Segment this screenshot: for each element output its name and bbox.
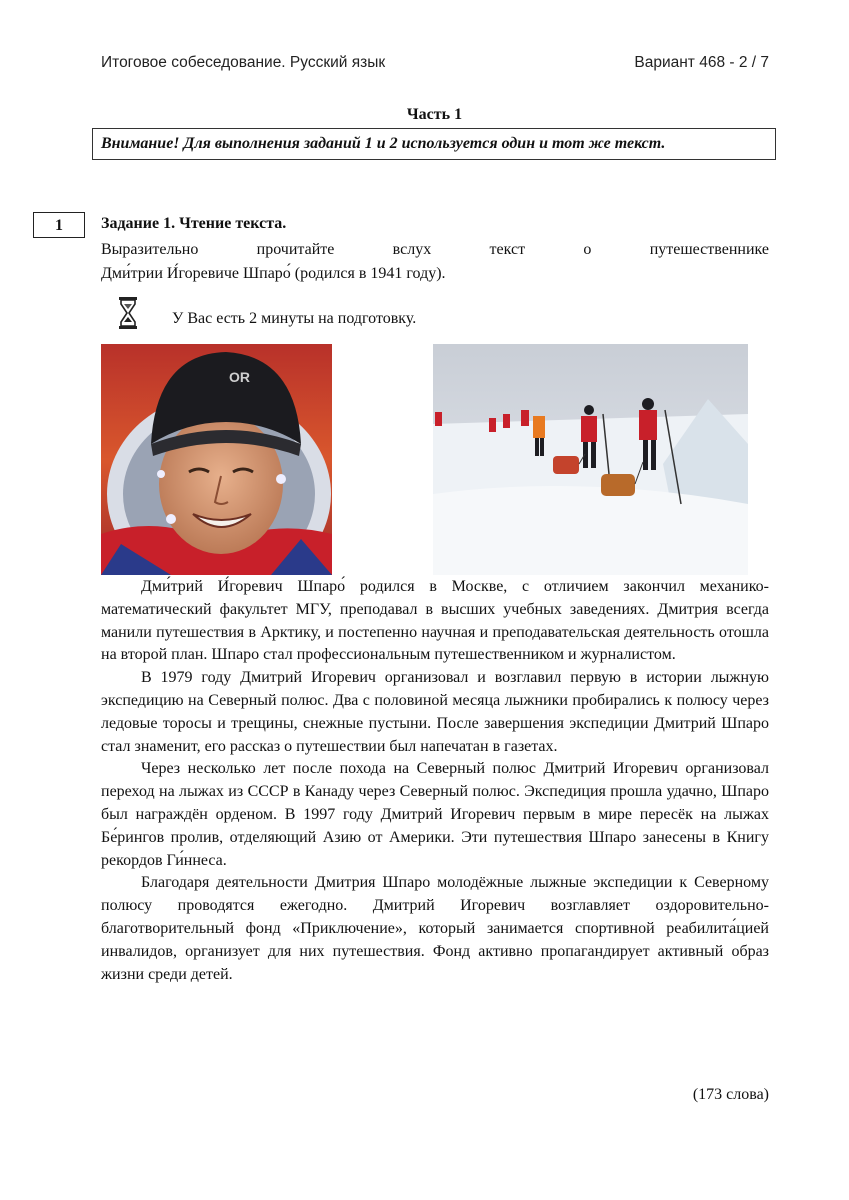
portrait-photo: [101, 344, 332, 575]
header-subject: Итоговое собеседование. Русский язык: [101, 54, 386, 71]
part-title: Часть 1: [406, 106, 463, 123]
instruction-line-1: Выразительно прочитайте вслух текст о путешественнике: [101, 241, 769, 258]
hourglass-icon: [117, 296, 139, 330]
paragraph-3: Через несколько лет после похода на Северный полюс Дмитрий Игоревич организовал переход на лыжах из СССР в Канаду через Северный полюс. Экспедиция прошла удачно, Шпаро был награждён орденом. В 1997 году Дмитрий Игоревич первым в мире пересёк на лыжах Бе́рингов пролив, отделяющий Азию от Америки. Эти путешествия Шпаро занесены в Книгу рекордов Ги́ннеса.: [101, 760, 769, 869]
word-count: (173 слова): [692, 1086, 769, 1103]
main-text: [101, 576, 769, 986]
instruction-line-2: Дми́трии И́горевиче Шпаро́ (родился в 1941 году).: [101, 265, 446, 282]
task-number: 1: [33, 212, 85, 238]
prep-time-text: У Вас есть 2 минуты на подготовку.: [172, 310, 417, 327]
task-instruction: [101, 238, 769, 286]
paragraph-1: Дми́трий И́горевич Шпаро́ родился в Москве, с отличием закончил механико-математический факультет МГУ, преподавал в высших учебных заведениях. Дмитрия всегда манили путешествия в Арктику, и постепенно научная и преподавательская деятельность отошла на второй план. Шпаро стал профессиональным путешественником и журналистом.: [101, 578, 769, 664]
svg-text:OR: OR: [229, 369, 250, 385]
paragraph-4: Благодаря деятельности Дмитрия Шпаро молодёжные лыжные экспедиции к Северному полюсу проводятся ежегодно. Дмитрий Игоревич возглавляет оздоровительно-благотворительный фонд «Приключение», который занимается спортивной реабилита́цией инвалидов, организует для них путешествия. Фонд активно пропагандирует активный образ жизни среди детей.: [101, 874, 769, 983]
header-variant: Вариант 468 - 2 / 7: [634, 54, 769, 71]
task-title: Задание 1. Чтение текста.: [101, 215, 287, 232]
expedition-photo: [433, 344, 748, 575]
paragraph-2: В 1979 году Дмитрий Игоревич организовал и возглавил первую в истории лыжную экспедицию на Северный полюс. Два с половиной месяца лыжники пробирались к полюсу через ледовые торосы и трещины, снежные пустыни. После завершения экспедиции Дмитрий Шпаро стал знаменит, его рассказ о путешествии был напечатан в газетах.: [101, 669, 769, 755]
attention-box: Внимание! Для выполнения заданий 1 и 2 используется один и тот же текст.: [92, 128, 776, 160]
